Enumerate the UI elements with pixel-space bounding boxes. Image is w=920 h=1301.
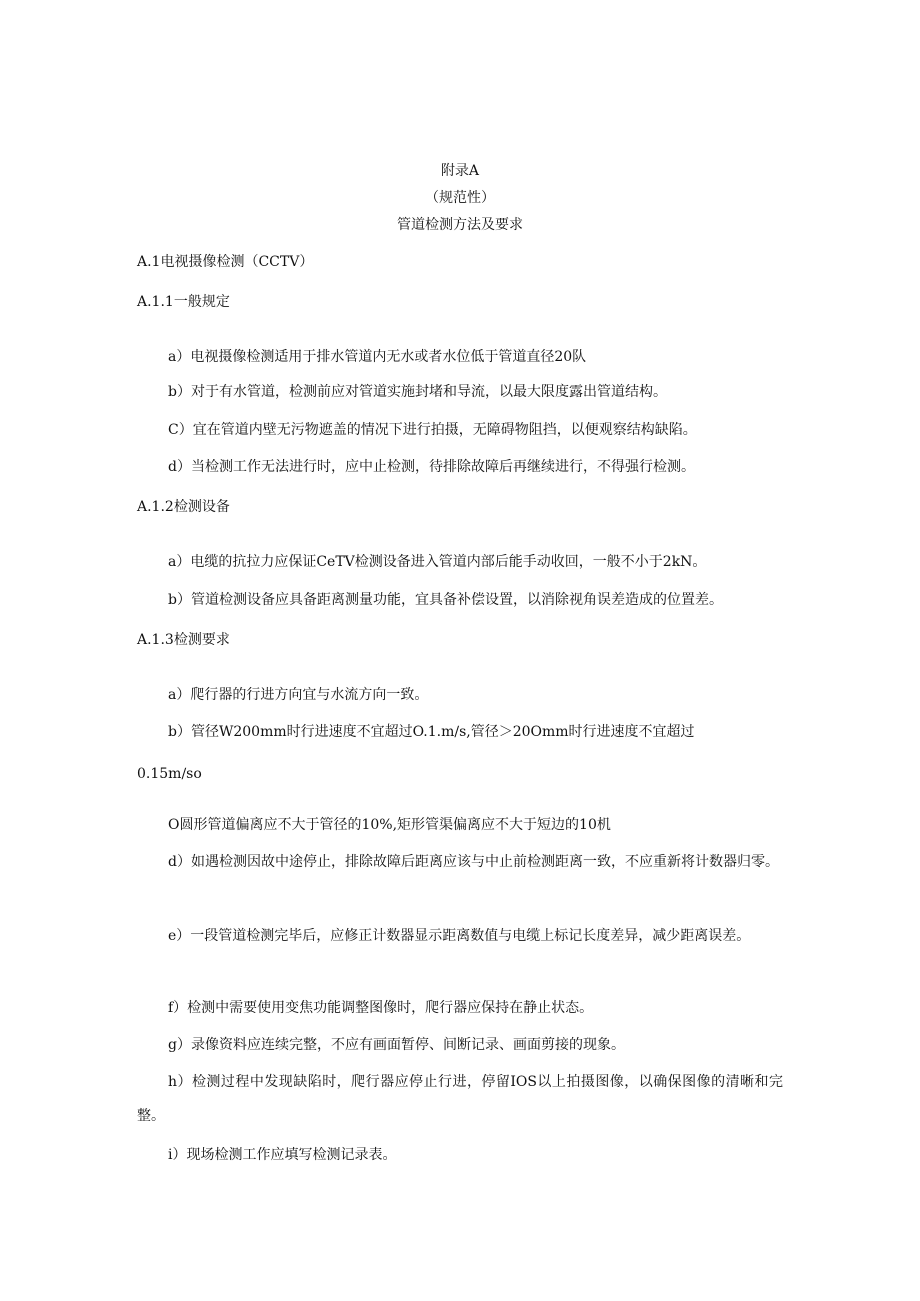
- a13-item-h: h）检测过程中发现缺陷时，爬行器应停止行进，停留IOS以上拍摄图像，以确保图像的清晰和完整。: [137, 1074, 783, 1124]
- section-a11-heading: A.1.1一般规定: [137, 294, 230, 310]
- appendix-label: 附录A: [440, 163, 480, 179]
- a11-item-d: d）当检测工作无法进行时，应中止检测，待排除故障后再继续进行，不得强行检测。: [168, 459, 695, 475]
- appendix-title: 管道检测方法及要求: [397, 217, 523, 233]
- a13-item-a: a）爬行器的行进方向宜与水流方向一致。: [168, 687, 429, 703]
- a13-item-c: O圆形管道偏离应不大于管径的10%,矩形管渠偏离应不大于短边的10机: [168, 817, 611, 833]
- a13-item-i: i）现场检测工作应填写检测记录表。: [168, 1147, 397, 1163]
- a13-item-b: b）管径W200mm时行进速度不宜超过O.1.m∕s,管径＞20Omm时行进速度不宜超过: [168, 724, 695, 740]
- section-a1-heading: A.1电视摄像检测（CCTV）: [137, 254, 314, 270]
- a13-item-e: e）一段管道检测完毕后，应修正计数器显示距离数值与电缆上标记长度差异，减少距离误差。: [168, 928, 751, 944]
- a12-item-b: b）管道检测设备应具备距离测量功能，宜具备补偿设置，以消除视角误差造成的位置差。: [168, 592, 723, 608]
- a13-item-g: g）录像资料应连续完整，不应有画面暂停、间断记录、画面剪接的现象。: [168, 1037, 625, 1053]
- section-a12-heading: A.1.2检测设备: [137, 499, 230, 515]
- appendix-type: （规范性）: [425, 190, 495, 206]
- a13-item-f: f）检测中需要使用变焦功能调整图像时，爬行器应保持在静止状态。: [168, 1000, 594, 1016]
- a13-item-b-continuation: 0.15m∕so: [137, 766, 202, 782]
- a13-item-d: d）如遇检测因故中途停止，排除故障后距离应该与中止前检测距离一致，不应重新将计数器归零。: [168, 854, 779, 870]
- a11-item-a: a）电视摄像检测适用于排水管道内无水或者水位低于管道直径20队: [168, 349, 587, 365]
- a11-item-c: C）宜在管道内壁无污物遮盖的情况下进行拍摄，无障碍物阻挡，以便观察结构缺陷。: [168, 422, 697, 438]
- section-a13-heading: A.1.3检测要求: [137, 632, 230, 648]
- a11-item-b: b）对于有水管道，检测前应对管道实施封堵和导流，以最大限度露出管道结构。: [168, 384, 667, 400]
- a12-item-a: a）电缆的抗拉力应保证CeTV检测设备进入管道内部后能手动收回，一般不小于2kN。: [168, 554, 707, 570]
